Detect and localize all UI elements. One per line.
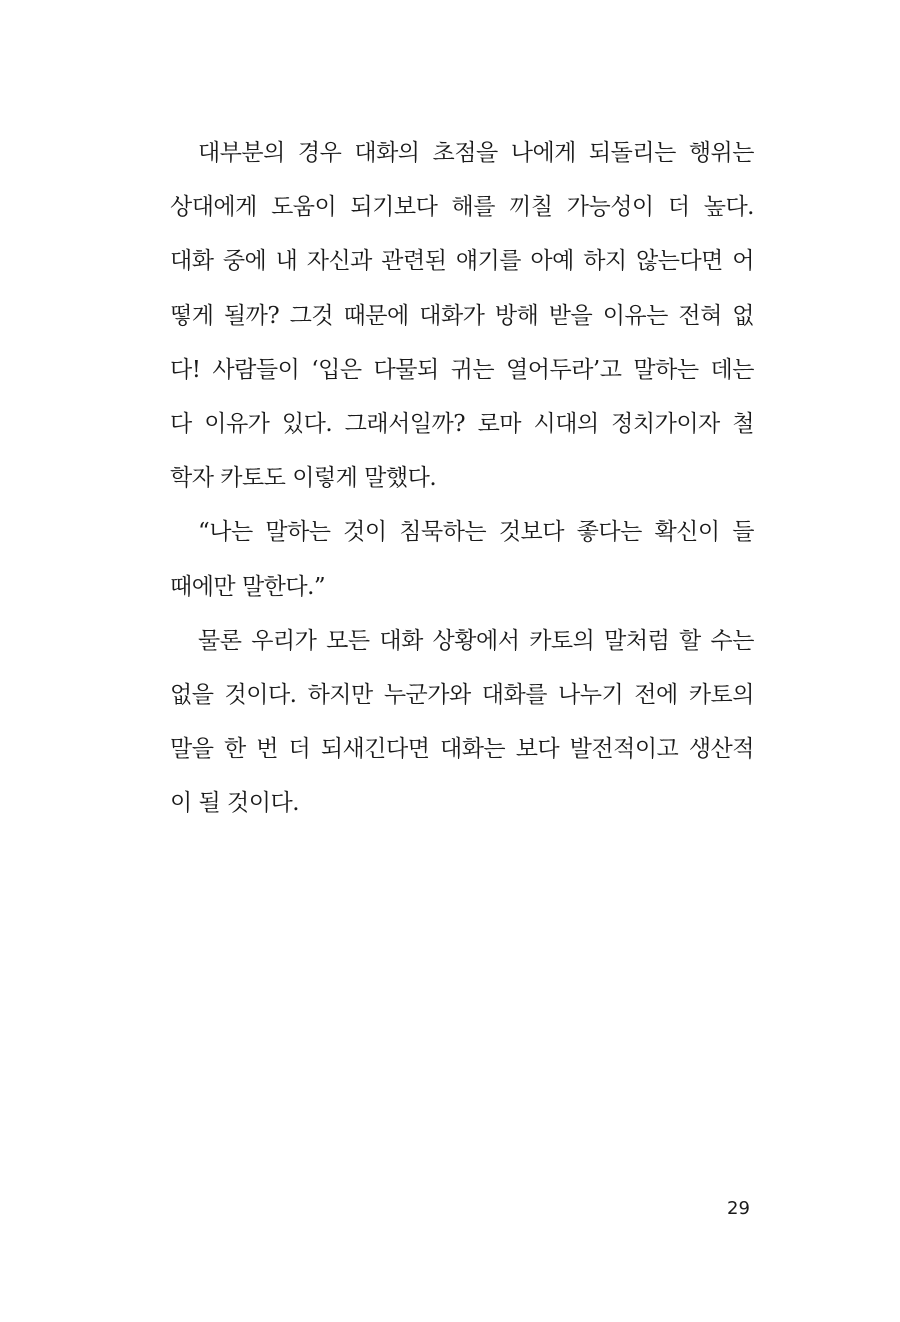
- text-line: 다 이유가 있다. 그래서일까? 로마 시대의 정치가이자 철: [170, 410, 754, 437]
- text-line: 다! 사람들이 ‘입은 다물되 귀는 열어두라’고 말하는 데는: [170, 356, 754, 383]
- text-line: “나는 말하는 것이 침묵하는 것보다 좋다는 확신이 들: [198, 519, 754, 546]
- paragraph-3: [170, 614, 754, 831]
- text-line: 대부분의 경우 대화의 초점을 나에게 되돌리는 행위는: [198, 140, 754, 166]
- text-line: 학자 카토도 이렇게 말했다.: [170, 465, 437, 492]
- text-line: 없을 것이다. 하지만 누군가와 대화를 나누기 전에 카토의: [170, 681, 754, 708]
- text-line: 대화 중에 내 자신과 관련된 얘기를 아예 하지 않는다면 어: [170, 248, 754, 275]
- paragraph-1: [170, 126, 754, 505]
- text-line: 물론 우리가 모든 대화 상황에서 카토의 말처럼 할 수는: [198, 627, 754, 654]
- page-number: 29: [727, 1198, 750, 1219]
- text-line: 말을 한 번 더 되새긴다면 대화는 보다 발전적이고 생산적: [170, 736, 754, 763]
- body-text: [170, 126, 754, 830]
- text-line: 이 될 것이다.: [170, 790, 300, 817]
- paragraph-2-quote: [170, 505, 754, 613]
- text-line: 상대에게 도움이 되기보다 해를 끼칠 가능성이 더 높다.: [170, 194, 754, 221]
- text-line: 떻게 될까? 그것 때문에 대화가 방해 받을 이유는 전혀 없: [170, 302, 754, 329]
- text-line: 때에만 말한다.”: [170, 573, 326, 600]
